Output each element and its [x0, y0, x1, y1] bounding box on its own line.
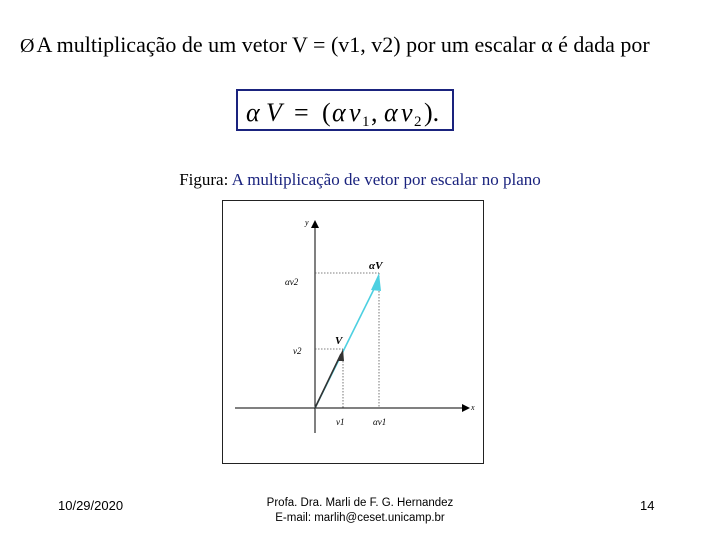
alphaV-arrowhead [371, 273, 381, 291]
V-label: V [335, 335, 343, 347]
vector-plot-svg [223, 201, 485, 465]
formula-box [236, 89, 454, 131]
bullet-text: A multiplicação de um vetor V = (v1, v2) por um escalar α é dada por [36, 32, 650, 57]
bullet-arrow-icon: Ø [20, 35, 35, 57]
formula-sub1: 1 [362, 114, 370, 130]
V-arrow-shaft [315, 354, 341, 408]
formula-V: V [266, 98, 282, 127]
x-axis-label: x [471, 403, 475, 412]
formula-alpha-1: α [332, 98, 346, 127]
formula-alpha-2: α [384, 98, 398, 127]
author-name: Profa. Dra. Marli de F. G. Hernandez [266, 497, 454, 509]
footer-date: 10/29/2020 [58, 498, 124, 513]
alpha-v1-label: αv1 [373, 417, 387, 427]
footer-author [210, 496, 510, 526]
formula-close-paren: ). [424, 98, 440, 127]
formula-alpha: α [246, 98, 260, 127]
V-arrowhead [337, 349, 344, 361]
formula-sub2: 2 [414, 114, 422, 130]
caption-text: A multiplicação de vetor por escalar no plano [231, 170, 541, 189]
author-email: E-mail: marlih@ceset.unicamp.br [275, 512, 445, 524]
v1-label: v1 [336, 417, 345, 427]
formula-svg [238, 91, 456, 133]
formula-open-paren: ( [322, 98, 331, 127]
formula-v1: v [349, 98, 361, 127]
page-number: 14 [640, 498, 655, 513]
formula-equals: = [294, 98, 309, 127]
v2-label: v2 [293, 346, 302, 356]
caption-label: Figura: [179, 170, 229, 189]
vector-figure [222, 200, 484, 464]
figure-caption [0, 170, 720, 190]
y-axis-label: y [305, 218, 309, 227]
formula-comma: , [371, 98, 378, 127]
formula-v2: v [401, 98, 413, 127]
alphaV-label: αV [369, 260, 383, 272]
alpha-v2-label: αv2 [285, 277, 299, 287]
bullet-paragraph [20, 31, 710, 60]
